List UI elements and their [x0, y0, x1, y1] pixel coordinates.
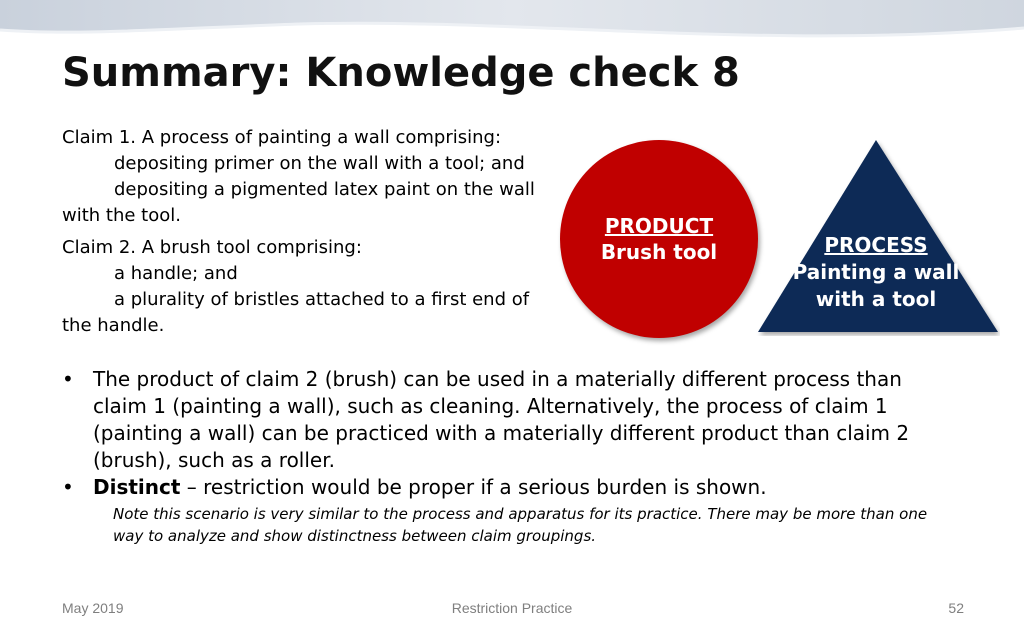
process-label: PROCESS	[824, 233, 928, 257]
claim1-step1: depositing primer on the wall with a tool; and	[114, 153, 525, 174]
footer-title: Restriction Practice	[451, 600, 573, 616]
process-text	[756, 232, 996, 313]
bullet-list	[62, 366, 962, 547]
bullet-dot-icon: •	[62, 367, 74, 391]
bullet-bold-term: Distinct	[93, 475, 181, 499]
process-line2: with a tool	[815, 287, 937, 311]
product-circle	[560, 140, 758, 338]
claims-text	[62, 125, 592, 339]
product-label: PRODUCT	[604, 214, 714, 238]
bullet-dot-icon: •	[62, 475, 74, 499]
claim1-step2: depositing a pigmented latex paint on the wall	[114, 179, 535, 200]
bullet-item-2	[62, 474, 962, 501]
note-text: Note this scenario is very similar to the process and apparatus for its practice. There may be more than one way to analyze and show distinctness between claim groupings.	[113, 505, 928, 545]
claim1-step2-continued: with the tool.	[62, 205, 181, 226]
claim2-item2-continued: the handle.	[62, 315, 165, 336]
footer-date: May 2019	[62, 600, 124, 616]
claim1-heading: Claim 1. A process of painting a wall comprising:	[62, 127, 502, 148]
slide-title: Summary: Knowledge check 8	[62, 50, 740, 96]
claim2-item1: a handle; and	[114, 263, 238, 284]
footer-page-number: 52	[948, 600, 964, 616]
bullet-text: – restriction would be proper if a serious burden is shown.	[180, 475, 767, 499]
header-wave-decoration	[0, 0, 1024, 45]
product-text: Brush tool	[600, 240, 718, 264]
bullet-text: The product of claim 2 (brush) can be used in a materially different process than claim 1 (painting a wall), such as cleaning. Alternatively, the process of claim 1 (painting a wall) can be practiced with a materially different product than claim 2 (brush), such as a roller.	[93, 367, 910, 472]
process-line1: Painting a wall	[792, 260, 960, 284]
bullet-item-1	[62, 366, 962, 474]
claim2-heading: Claim 2. A brush tool comprising:	[62, 237, 362, 258]
claim2-item2: a plurality of bristles attached to a first end of	[114, 289, 530, 310]
